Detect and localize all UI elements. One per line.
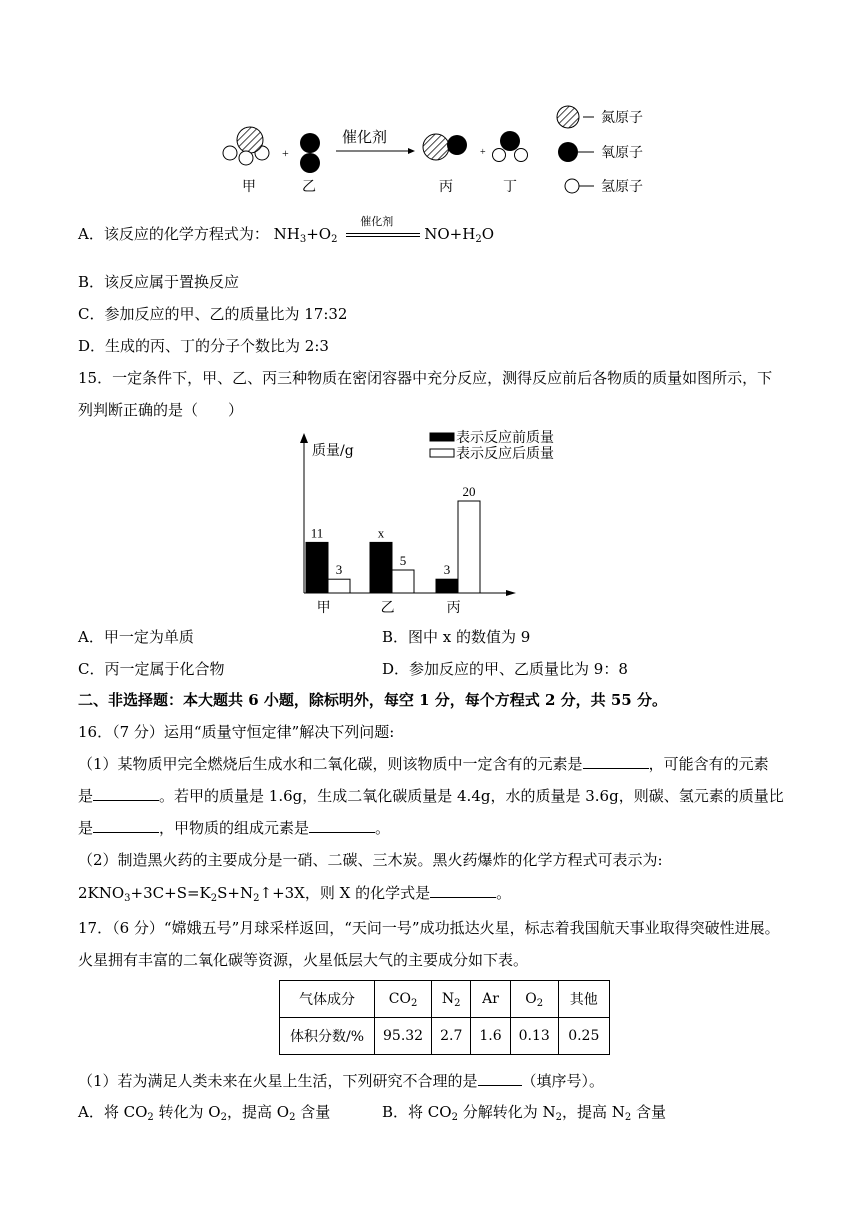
table-cell: 0.25: [558, 1018, 609, 1055]
legend-before-swatch: [430, 433, 454, 441]
table-cell: 体积分数/%: [280, 1018, 375, 1055]
q16-p1-text-d: 。若甲的质量是 1.6g，生成二氧化碳质量是 4.4g，水的质量是 3.6g，则碳、氢元素的质量比: [159, 787, 784, 805]
table-row: [280, 1018, 610, 1055]
answer-blank-6[interactable]: [478, 1071, 522, 1086]
q14-option-c: C．参加反应的甲、乙的质量比为 17:32: [78, 305, 348, 323]
q16-p2-equation: [78, 883, 511, 903]
legend-after-label: 表示反应后质量: [456, 446, 554, 462]
bar-value-label: 3: [443, 562, 451, 578]
reaction-diagram: [0, 95, 868, 205]
q17-p1-text-b: （填序号）。: [521, 1072, 605, 1090]
q16-p1-text-c: 是: [78, 787, 94, 805]
bar-after-2: [392, 570, 414, 593]
legend-after-swatch: [430, 449, 454, 457]
table-cell: $O_2$: [510, 981, 558, 1018]
q14-option-a: [78, 215, 495, 245]
table-cell: 0.13: [510, 1018, 558, 1055]
q14-option-d: D．生成的丙、丁的分子个数比为 2:3: [78, 337, 329, 355]
bar-value-label: x: [377, 525, 385, 541]
label-ding: 丁: [503, 179, 517, 195]
legend-h-label: 氢原子: [601, 179, 643, 195]
q16-p1-text-g: 。: [375, 819, 391, 837]
q14-option-b: B．该反应属于置换反应: [78, 273, 240, 291]
label-yi: 乙: [302, 179, 316, 195]
gunpowder-equation: $2KNO_3+3C+S=K_2S+N_2↑+3X$: [78, 884, 305, 904]
q17-stem-line2: 火星拥有丰富的二氧化碳等资源，火星低层大气的主要成分如下表。: [78, 951, 529, 969]
answer-blank-5[interactable]: [430, 883, 496, 898]
bar-value-label: 20: [462, 484, 476, 499]
q16-p1-line1: [78, 754, 769, 774]
q16-p1-text-e: 是: [78, 819, 94, 837]
y-axis-label: 质量/g: [312, 443, 354, 459]
category-label: 乙: [380, 600, 395, 616]
table-cell: Ar: [471, 981, 510, 1018]
q17-p1: [78, 1071, 604, 1091]
category-label: 丙: [446, 600, 461, 616]
q15-stem-line1: 15．一定条件下，甲、乙、丙三种物质在密闭容器中充分反应，测得反应前后各物质的质量如图所示，下: [78, 369, 773, 387]
q16-p2-end: 。: [496, 884, 512, 902]
table-cell: 1.6: [471, 1018, 510, 1055]
plus-sign: +: [282, 146, 289, 160]
q15-stem-line2: 列判断正确的是（ ）: [78, 401, 244, 419]
q16-p2-tail: ，则 X 的化学式是: [304, 884, 431, 902]
section2-heading: 二、非选择题：本大题共 6 小题，除标明外，每空 1 分，每个方程式 2 分，共 55 分。: [78, 691, 667, 709]
bar-before-3: [436, 579, 458, 593]
q16-p1-text-a: （1）某物质甲完全燃烧后生成水和二氧化碳，则该物质中一定含有的元素是: [78, 755, 583, 773]
q14-equation: $NH_3+O_2$ 催化剂 $NO+H_2O$: [274, 225, 494, 243]
bar-value-label: 5: [399, 553, 407, 568]
bar-after-1: [328, 579, 350, 593]
q15-option-b: B．图中 x 的数值为 9: [382, 628, 531, 646]
table-cell: 95.32: [375, 1018, 432, 1055]
table-cell: 其他: [558, 981, 609, 1018]
table-header-row: [280, 981, 610, 1018]
q17-p1-text-a: （1）若为满足人类未来在火星上生活，下列研究不合理的是: [78, 1072, 478, 1090]
legend-o-symbol: [558, 142, 578, 162]
q16-p1-text-f: ，甲物质的组成元素是: [159, 819, 310, 837]
bar-value-label: 3: [335, 562, 343, 578]
bar-before-1: [306, 542, 328, 593]
catalyst-over-equals: 催化剂: [360, 215, 394, 228]
answer-blank-3[interactable]: [93, 818, 159, 833]
molecule-jia: [223, 127, 269, 165]
category-label: 甲: [316, 600, 331, 616]
bar-before-2: [370, 542, 392, 593]
q16-stem: 16．（7 分）运用“质量守恒定律”解决下列问题:: [78, 723, 395, 741]
mass-bar-chart: [270, 425, 570, 620]
mars-atmosphere-table: [279, 980, 610, 1055]
molecule-yi: [300, 133, 320, 173]
q16-p1-text-b: ，可能含有的元素: [648, 755, 769, 773]
plus-sign-2: +: [480, 147, 486, 158]
legend-n-label: 氮原子: [601, 110, 643, 126]
legend-before-label: 表示反应前质量: [456, 430, 554, 446]
q17-option-b: B．将 $CO_2$ 分解转化为 $N_2$，提高 $N_2$ 含量: [382, 1103, 667, 1123]
catalyst-label: 催化剂: [342, 128, 388, 146]
table-cell: $CO_2$: [375, 981, 432, 1018]
q17-option-a: A．将 $CO_2$ 转化为 $O_2$，提高 $O_2$ 含量: [78, 1103, 331, 1123]
legend-h-symbol: [565, 179, 579, 193]
legend-n-symbol: [557, 106, 579, 128]
q15-option-a: A．甲一定为单质: [78, 628, 194, 646]
q15-option-c: C．丙一定属于化合物: [78, 660, 225, 678]
label-jia: 甲: [242, 179, 256, 195]
q15-option-d: D．参加反应的甲、乙质量比为 9：8: [382, 660, 628, 678]
table-cell: 气体成分: [280, 981, 375, 1018]
q17-stem-line1: 17．（6 分）“嫦娥五号”月球采样返回，“天问一号”成功抵达火星，标志着我国航天事业取得突破性进展。: [78, 919, 780, 937]
bar-value-label: 11: [310, 525, 324, 541]
answer-blank-2[interactable]: [93, 786, 159, 801]
label-bing: 丙: [439, 179, 453, 195]
q16-p1-line3: [78, 818, 390, 838]
answer-blank-1[interactable]: [583, 754, 649, 769]
table-cell: 2.7: [432, 1018, 471, 1055]
q14-option-a-text: A．该反应的化学方程式为：: [78, 225, 269, 243]
legend-o-label: 氧原子: [601, 145, 643, 161]
molecule-bing: [423, 134, 467, 160]
catalyst-equals: [342, 215, 424, 244]
table-cell: $N_2$: [432, 981, 471, 1018]
bar-after-3: [458, 501, 480, 593]
q16-p2: （2）制造黑火药的主要成分是一硝、二碳、三木炭。黑火药爆炸的化学方程式可表示为:: [78, 851, 663, 869]
q16-p1-line2: [78, 786, 784, 806]
answer-blank-4[interactable]: [309, 818, 375, 833]
molecule-ding: [493, 131, 528, 162]
